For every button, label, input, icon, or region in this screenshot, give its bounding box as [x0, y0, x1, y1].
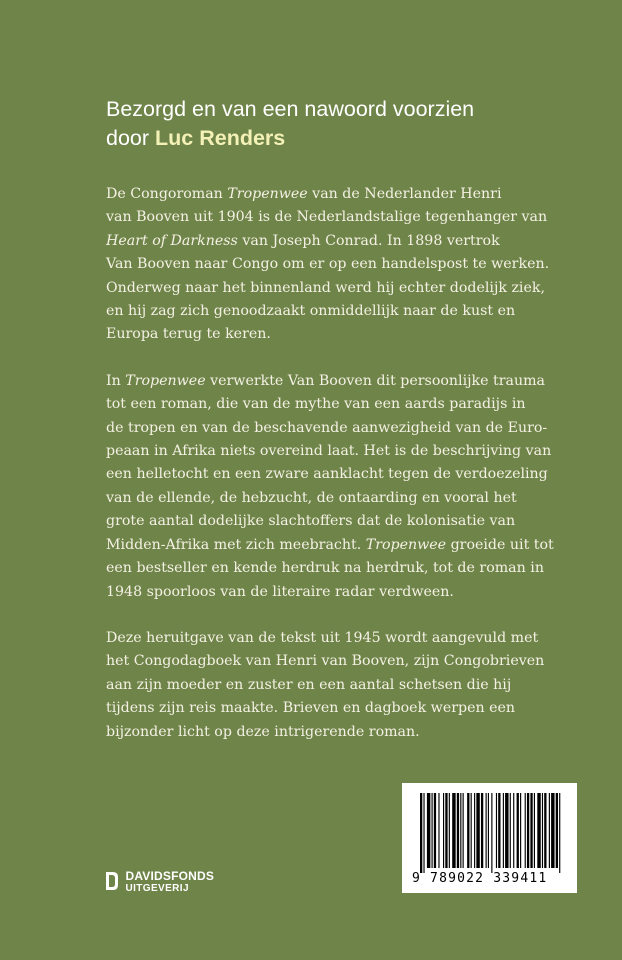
barcode-bar: [496, 793, 497, 868]
barcode-bar: [423, 793, 424, 873]
barcode-bar: [460, 793, 461, 868]
barcode-bar: [434, 793, 436, 868]
barcode-bar: [481, 793, 483, 868]
blurb-line: van Booven uit 1904 is de Nederlandstalige tegenhanger van: [106, 209, 548, 226]
barcode-bar: [449, 793, 450, 868]
blurb-paragraph-3: [106, 627, 586, 744]
blurb-line: een bestseller en kende herdruk na herdruk, tot de roman in: [106, 560, 544, 577]
barcode-bar: [537, 793, 540, 868]
blurb-line: Heart of Darkness van Joseph Conrad. In 1898 vertrok: [106, 232, 500, 249]
blurb-line: aan zijn moeder en zuster en een aantal schetsen die hij: [106, 676, 512, 693]
barcode-bar: [510, 793, 511, 868]
barcode-bar: [498, 793, 500, 868]
barcode-bar: [542, 793, 543, 868]
barcode-bar: [556, 793, 558, 868]
blurb-line: Onderweg naar het binnenland werd hij echter dodelijk ziek,: [106, 279, 545, 296]
publisher-logo: [105, 870, 214, 894]
barcode-bar: [476, 793, 479, 868]
barcode-bar: [420, 793, 422, 873]
barcode-bar: [457, 793, 459, 868]
blurb-line: Van Booven naar Congo om er op een handelspost te werken.: [106, 256, 550, 273]
barcode-digits: 9 789022 339411: [412, 871, 548, 886]
barcode-bar: [474, 793, 475, 868]
barcode-bar: [471, 793, 472, 868]
blurb-line: grote aantal dodelijke slachtoffers dat de kolonisatie van: [106, 513, 516, 530]
barcode-bar: [438, 793, 439, 868]
blurb-line: Midden-Afrika met zich meebracht. Tropenwee groeide uit tot: [106, 536, 554, 553]
barcode-bar: [544, 793, 546, 868]
blurb-line: Europa terug te keren.: [106, 326, 271, 343]
barcode-bar: [467, 793, 469, 868]
credit-line-2: [106, 124, 576, 153]
davidsfonds-mark-icon: [105, 871, 119, 891]
barcode-bar: [503, 793, 504, 868]
italic-title: Tropenwee: [125, 372, 206, 389]
editor-name: Luc Renders: [155, 126, 286, 150]
barcode-bar: [525, 793, 526, 868]
credit-line-1: Bezorgd en van een nawoord voorzien: [106, 97, 475, 121]
blurb-line: tijdens zijn reis maakte. Brieven en dagboek werpen een: [106, 700, 516, 717]
barcode-bar: [530, 793, 532, 868]
blurb: [106, 183, 586, 767]
barcode-bar: [491, 793, 492, 873]
barcode-bar: [486, 793, 487, 868]
blurb-line: In Tropenwee verwerkte Van Booven dit persoonlijke trauma: [106, 372, 546, 389]
barcode-bar: [488, 793, 489, 868]
barcode-bar: [463, 793, 464, 868]
barcode-bar: [427, 793, 430, 868]
blurb-line: een helletocht en een zware aanklacht tegen de verdoezeling: [106, 466, 548, 483]
blurb-line: het Congodagboek van Henri van Booven, zijn Congobrieven: [106, 653, 545, 670]
blurb-line: van de ellende, de hebzucht, de ontaarding en vooral het: [106, 489, 517, 506]
publisher-sub: UITGEVERIJ: [125, 883, 189, 894]
blurb-paragraph-2: [106, 370, 586, 604]
blurb-line: 1948 spoorloos van de literaire radar verdween.: [106, 583, 454, 600]
barcode-bar: [559, 793, 560, 873]
blurb-line: Deze heruitgave van de tekst uit 1945 wordt aangevuld met: [106, 629, 539, 646]
barcode-bar: [452, 793, 455, 868]
blurb-line: de tropen en van de beschavende aanwezigheid van de Euro-: [106, 419, 548, 436]
barcode-bar: [517, 793, 519, 868]
italic-title: Tropenwee: [227, 186, 308, 202]
barcode-bar: [505, 793, 508, 868]
barcode-bar: [549, 793, 550, 868]
blurb-line: en hij zag zich genoodzaakt onmiddellijk naar de kust en: [106, 303, 516, 320]
italic-title: Tropenwee: [365, 536, 447, 553]
blurb-line: bijzonder licht op deze intrigerende roman.: [106, 723, 420, 740]
blurb-line: peaan in Afrika niets overeind laat. Het is de beschrijving van: [106, 443, 552, 460]
blurb-line: tot een roman, die van de mythe van een aards paradijs in: [106, 396, 526, 413]
isbn-barcode: [402, 783, 577, 893]
barcode-bar: [534, 793, 535, 868]
credit-prefix: door: [106, 126, 150, 150]
barcode-bar: [513, 793, 514, 868]
barcode-bars: [402, 783, 577, 873]
barcode-bar: [520, 793, 521, 868]
barcode-bar: [527, 793, 529, 868]
blurb-line: De Congoroman Tropenwee van de Nederlander Henri: [106, 186, 502, 202]
blurb-paragraph-1: [106, 183, 586, 347]
barcode-bar: [443, 793, 444, 868]
italic-title: Heart of Darkness: [106, 232, 238, 249]
barcode-bar: [432, 793, 433, 868]
editor-credit: [106, 95, 576, 153]
barcode-bar: [445, 793, 447, 868]
barcode-bar: [551, 793, 554, 868]
publisher-name: DAVIDSFONDS: [125, 869, 215, 883]
